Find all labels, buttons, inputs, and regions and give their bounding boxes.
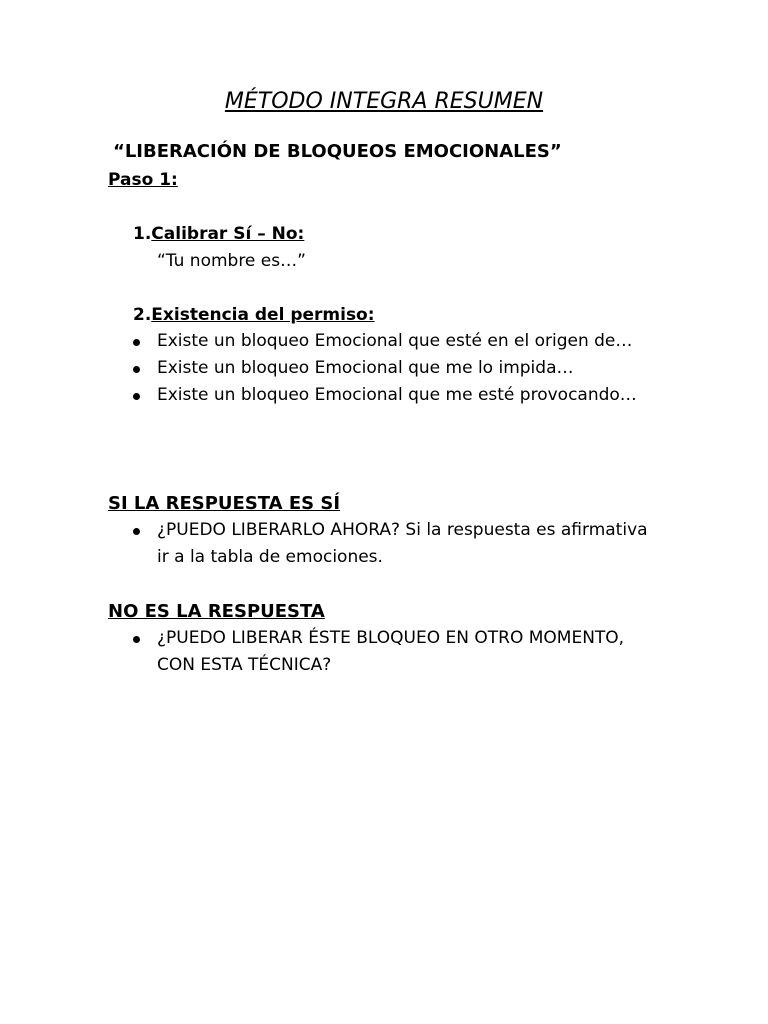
item-2-heading: [133, 301, 375, 329]
section-no-bullet-list: [130, 625, 650, 679]
section-yes-bullet-list: [130, 517, 650, 571]
item-1-heading: [133, 220, 304, 248]
document-subtitle: “LIBERACIÓN DE BLOQUEOS EMOCIONALES”: [113, 141, 562, 162]
list-item: [130, 382, 650, 409]
bullet-icon: [133, 393, 140, 400]
item-1-text: “Tu nombre es…”: [157, 251, 306, 271]
section-yes-heading: SI LA RESPUESTA ES SÍ: [108, 493, 341, 514]
list-item: [130, 355, 650, 382]
bullet-icon: [133, 339, 140, 346]
list-item-text: Existe un bloqueo Emocional que esté en el origen de…: [157, 331, 633, 351]
list-item-text: Existe un bloqueo Emocional que me esté provocando…: [157, 385, 637, 405]
list-item: [130, 625, 650, 679]
step-heading: Paso 1:: [108, 170, 178, 190]
list-item-text: ¿PUEDO LIBERARLO AHORA? Si la respuesta es afirmativa ir a la tabla de emociones.: [157, 520, 648, 567]
item-1-label: Calibrar Sí – No:: [151, 224, 305, 244]
bullet-icon: [133, 528, 140, 535]
bullet-icon: [133, 366, 140, 373]
section-no-heading: NO ES LA RESPUESTA: [108, 601, 325, 622]
item-2-bullet-list: [130, 328, 650, 409]
document-title: MÉTODO INTEGRA RESUMEN: [224, 89, 544, 114]
item-1-number: 1.: [133, 224, 152, 244]
item-2-number: 2.: [133, 305, 152, 325]
bullet-icon: [133, 636, 140, 643]
list-item: [130, 517, 650, 571]
item-2-label: Existencia del permiso:: [151, 305, 375, 325]
list-item-text: Existe un bloqueo Emocional que me lo impida…: [157, 358, 574, 378]
list-item: [130, 328, 650, 355]
list-item-text: ¿PUEDO LIBERAR ÉSTE BLOQUEO EN OTRO MOMENTO, CON ESTA TÉCNICA?: [157, 628, 625, 675]
